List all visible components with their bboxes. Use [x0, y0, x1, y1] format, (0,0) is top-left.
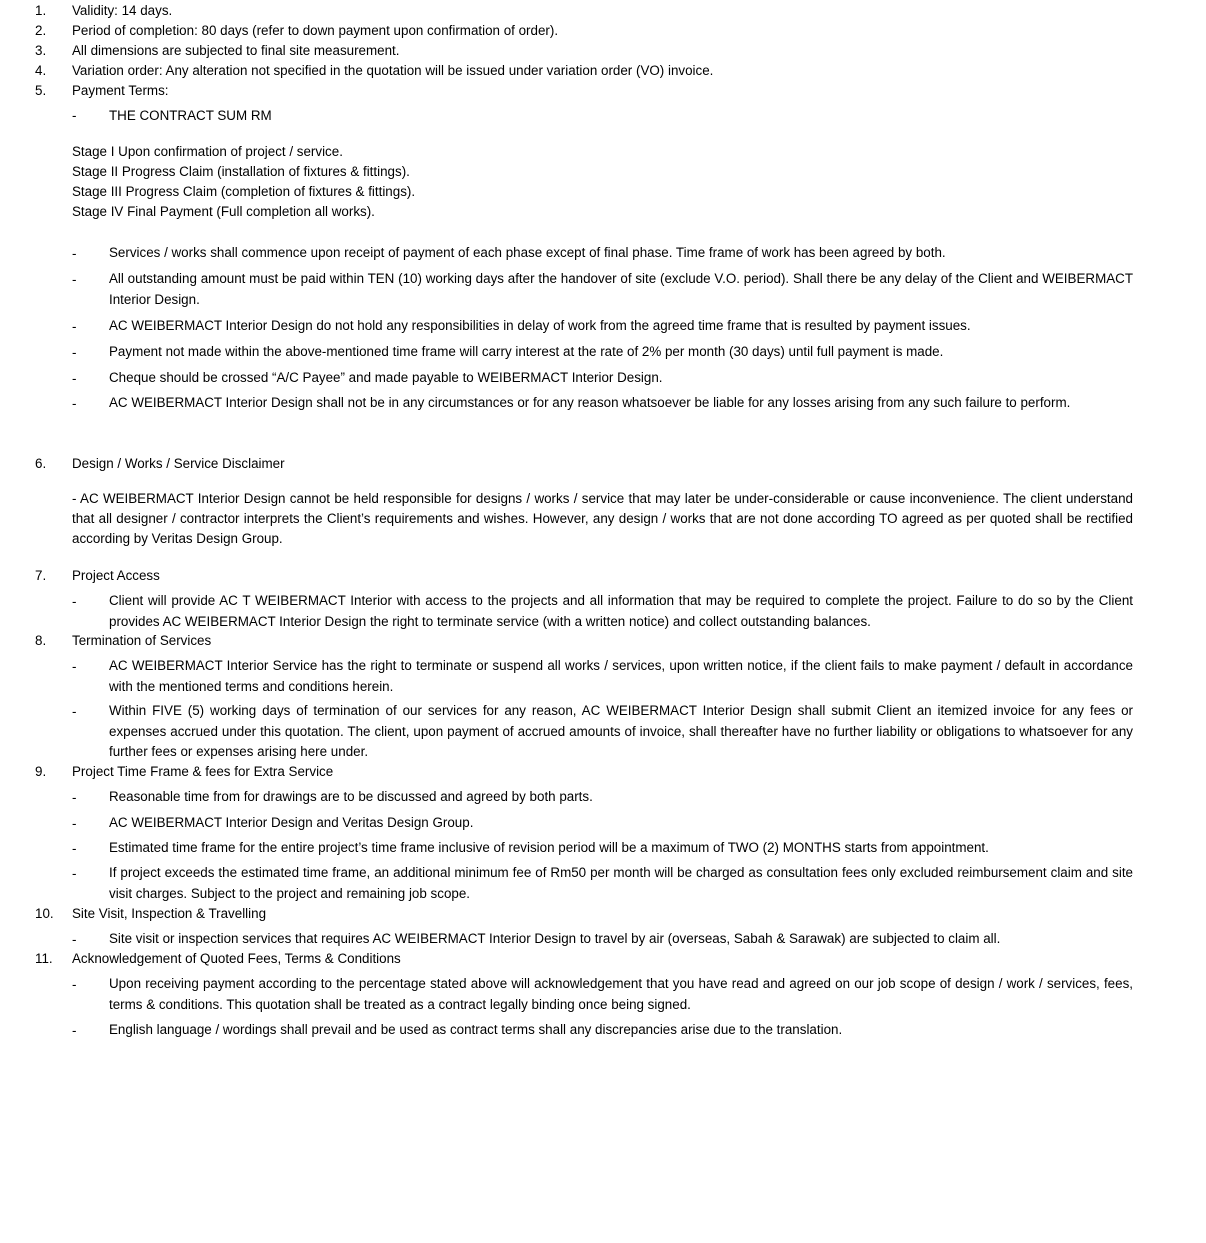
item-number: 10. [35, 906, 54, 921]
bullet-dash: - [72, 396, 77, 411]
bullet-dash: - [72, 319, 77, 334]
bullet-dash: - [72, 272, 77, 287]
payment-bullet: Services / works shall commence upon receipt of payment of each phase except of final phase. Time frame of work has been agreed by both. [109, 245, 946, 260]
access-bullet: Client will provide AC T WEIBERMACT Interior with access to the projects and all information that may be required to complete the project. Failure to do so by the Client provides AC WEIBERMACT Interior Design the right to terminate service (with a written notice) and collect outstanding balances. [109, 593, 1133, 629]
item-site-visit-heading: Site Visit, Inspection & Travelling [72, 906, 267, 921]
timeframe-bullet: Reasonable time from for drawings are to be discussed and agreed by both parts. [109, 789, 593, 804]
disclaimer-paragraph: - AC WEIBERMACT Interior Design cannot be held responsible for designs / works / service that may later be under-considerable or cause inconvenience. The client understand that all designer / contractor interprets the Client’s requirements and wishes. However, any design / works that are not done according TO agreed as per quoted shall be rectified according by Veritas Design Group. [72, 491, 1133, 546]
item-disclaimer-heading: Design / Works / Service Disclaimer [72, 456, 285, 471]
bullet-dash: - [72, 1023, 77, 1038]
bullet-dash: - [72, 594, 77, 609]
bullet-dash: - [72, 371, 77, 386]
item-dimensions: All dimensions are subjected to final site measurement. [72, 43, 400, 58]
item-number: 6. [35, 456, 47, 471]
bullet-dash: - [72, 704, 77, 719]
acknowledgement-bullet: Upon receiving payment according to the percentage stated above will acknowledgement that you have read and agreed on our job scope of design / work / services, fees, terms & conditions. This quotation shall be treated as a contract legally binding once being signed. [109, 976, 1133, 1012]
item-number: 4. [35, 63, 47, 78]
payment-bullet: All outstanding amount must be paid within TEN (10) working days after the handover of site (exclude V.O. period). Shall there be any delay of the Client and WEIBERMACT Interior Design. [109, 271, 1133, 307]
payment-stage-3: Stage III Progress Claim (completion of fixtures & fittings). [72, 184, 416, 199]
item-number: 7. [35, 568, 47, 583]
timeframe-bullet: AC WEIBERMACT Interior Design and Veritas Design Group. [109, 815, 474, 830]
bullet-dash: - [72, 345, 77, 360]
item-number: 8. [35, 633, 47, 648]
termination-bullet: AC WEIBERMACT Interior Service has the right to terminate or suspend all works / services, upon written notice, if the client fails to make payment / default in accordance with the mentioned terms and conditions herein. [109, 658, 1133, 694]
item-number: 2. [35, 23, 47, 38]
bullet-dash: - [72, 932, 77, 947]
item-termination-heading: Termination of Services [72, 633, 212, 648]
payment-bullet: AC WEIBERMACT Interior Design do not hold any responsibilities in delay of work from the agreed time frame that is resulted by payment issues. [109, 318, 971, 333]
bullet-dash: - [72, 790, 77, 805]
item-variation-order: Variation order: Any alteration not specified in the quotation will be issued under variation order (VO) invoice. [72, 63, 714, 78]
item-project-access-heading: Project Access [72, 568, 160, 583]
payment-bullet: Cheque should be crossed “A/C Payee” and made payable to WEIBERMACT Interior Design. [109, 370, 663, 385]
bullet-dash: - [72, 108, 77, 123]
item-number: 3. [35, 43, 47, 58]
payment-bullet: AC WEIBERMACT Interior Design shall not be in any circumstances or for any reason whatsoever be liable for any losses arising from any such failure to perform. [109, 395, 1071, 410]
item-period-of-completion: Period of completion: 80 days (refer to down payment upon confirmation of order). [72, 23, 559, 38]
site-visit-bullet: Site visit or inspection services that requires AC WEIBERMACT Interior Design to travel by air (overseas, Sabah & Sarawak) are subjected to claim all. [109, 931, 1001, 946]
acknowledgement-bullet: English language / wordings shall prevail and be used as contract terms shall any discrepancies arise due to the translation. [109, 1022, 843, 1037]
payment-stage-1: Stage I Upon confirmation of project / service. [72, 144, 343, 159]
bullet-dash: - [72, 841, 77, 856]
item-acknowledgement-heading: Acknowledgement of Quoted Fees, Terms & Conditions [72, 951, 401, 966]
item-number: 11. [35, 951, 53, 966]
timeframe-bullet: If project exceeds the estimated time frame, an additional minimum fee of Rm50 per month will be charged as consultation fees only excluded reimbursement claim and site visit charges. Subject to the project and remaining job scope. [109, 865, 1133, 901]
item-number: 9. [35, 764, 47, 779]
contract-sum: THE CONTRACT SUM RM [109, 108, 272, 123]
payment-stage-2: Stage II Progress Claim (installation of fixtures & fittings). [72, 164, 410, 179]
item-timeframe-heading: Project Time Frame & fees for Extra Service [72, 764, 334, 779]
bullet-dash: - [72, 866, 77, 881]
payment-bullet: Payment not made within the above-mentioned time frame will carry interest at the rate of 2% per month (30 days) until full payment is made. [109, 344, 944, 359]
item-number: 5. [35, 83, 47, 98]
timeframe-bullet: Estimated time frame for the entire project’s time frame inclusive of revision period will be a maximum of TWO (2) MONTHS starts from appointment. [109, 840, 989, 855]
item-number: 1. [35, 3, 47, 18]
item-payment-terms-heading: Payment Terms: [72, 83, 169, 98]
bullet-dash: - [72, 659, 77, 674]
bullet-dash: - [72, 816, 77, 831]
bullet-dash: - [72, 977, 77, 992]
item-validity: Validity: 14 days. [72, 3, 173, 18]
bullet-dash: - [72, 246, 77, 261]
payment-stage-4: Stage IV Final Payment (Full completion all works). [72, 204, 375, 219]
termination-bullet: Within FIVE (5) working days of termination of our services for any reason, AC WEIBERMACT Interior Design shall submit Client an itemized invoice for any fees or expenses accrued under this quotation. The client, upon payment of accrued amounts of invoice, shall thereafter have no further liability or obligations to whatsoever for any further fees or expenses arising here under. [109, 703, 1133, 759]
